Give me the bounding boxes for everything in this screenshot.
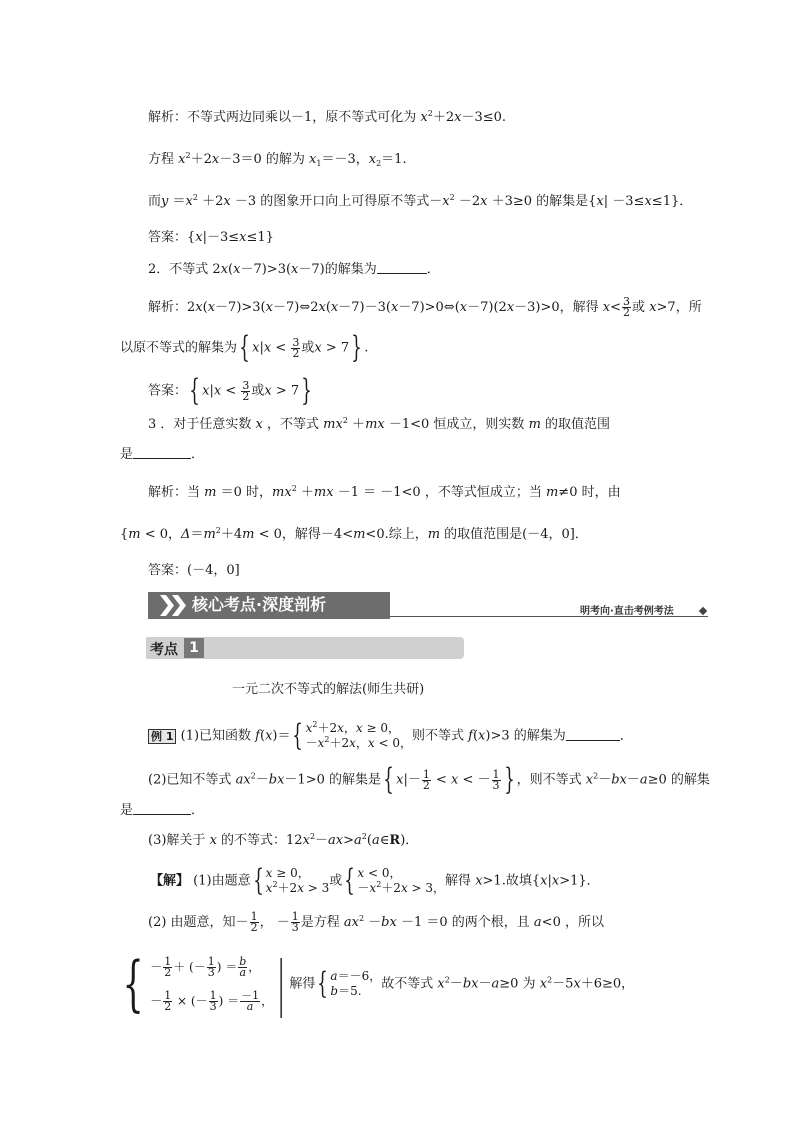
fraction: $\frac{3}{2}$ — [623, 295, 631, 319]
solution-2-system: { － $\frac{1}{2}$ ＋ (－ $\frac{1}{3}$ ) ＝ $\frac{b}{a}$， － $\frac{1}{2}$ × (－ $\frac{1}{3}$ ) ＝ $\frac{-1}{a}$， | 解得{ a＝－6， b＝5. 故不等式 $x^2-bx-a\ge 0$ 为 $x^2-5x+6\ge 0$， — [122, 949, 635, 1019]
question-3-line-2: 是 ． — [120, 447, 205, 462]
question-3: 3 ．对于任意实数 x ，不等式 $mx^2 +mx -1<0$ 恒成立，则实数 m 的取值范围 — [148, 416, 611, 432]
right-brace: } — [301, 373, 312, 408]
fraction: $\frac{1}{3}$ — [207, 955, 215, 979]
fraction: $\frac{1}{2}$ — [422, 767, 430, 792]
fraction: $\frac{b}{a}$ — [239, 955, 247, 979]
right-brace: } — [503, 762, 515, 797]
section-title: 一元二次不等式的解法(师生共研) — [232, 682, 425, 697]
fraction: $\frac{3}{2}$ — [242, 378, 250, 403]
section-banner — [148, 592, 390, 619]
kaodian-number: 1 — [184, 638, 204, 658]
fraction: $\frac{-1}{a}$ — [241, 989, 260, 1013]
question-2-analysis: 解析：2x(x－7)>3(x－7)⇔2x(x－7)－3(x－7)>0⇔(x－7)(2x－3)>0，解得 x< $\frac{3}{2}$ 或 x>7，所 — [148, 295, 702, 319]
answer-blank — [133, 446, 191, 459]
left-brace: { — [317, 966, 329, 1001]
system-cases: x ≥ 0， $x^2+2x > 3$ — [265, 866, 330, 895]
example-1-part-2-line-2: 是 ． — [120, 803, 205, 818]
answer-1: 答案：{x|－3≤x≤1} — [148, 230, 274, 245]
right-brace: } — [351, 330, 362, 365]
fraction: $\frac{1}{2}$ — [164, 989, 172, 1013]
piecewise-cases: $x^2+2x$，x ≥ 0， $-x^2+2x$，x < 0， — [305, 720, 413, 750]
fraction: $\frac{1}{3}$ — [291, 910, 299, 934]
answer-blank — [566, 728, 620, 741]
double-chevron-icon — [160, 595, 190, 616]
left-brace: { — [344, 863, 356, 898]
solution-2: (2) 由题意，知－ $\frac{1}{2}$ ， － $\frac{1}{3}$ 是方程 $ax^2 -bx -1 =0$ 的两个根，且 a<0 ，所以 — [148, 910, 604, 934]
analysis-line-3: 而$y =x^2 +2x -3$ 的图象开口向上可得原不等式$-x^2 -2x +3\ge 0$ 的解集是{x| －3≤x≤1}． — [148, 193, 693, 209]
question-3-analysis-2: {m < 0，$\Delta=m^2+4m < 0$，解得－4<m<0.综上，m 的取值范围是(－4，0]． — [120, 526, 588, 542]
kaodian-bar — [146, 637, 464, 659]
left-brace: { — [239, 330, 250, 365]
answer-2: 答案：{ x|x < $\frac{3}{2}$ 或x > 7} — [148, 373, 312, 408]
question-3-analysis: 解析：当 m ＝0 时，$mx^2 +mx -1 = -1<0$ ，不等式恒成立；当 m≠0 时，由 — [148, 484, 621, 500]
example-1-part-3: (3)解关于 x 的不等式：$12x^2-ax>a^2(a\in R)$． — [148, 832, 419, 848]
left-brace: { — [252, 863, 264, 898]
left-brace: { — [292, 718, 304, 753]
example-1-part-2: (2)已知不等式 $ax^2-bx-1>0$ 的解集是{ x|－ $\frac{1}{2}$ < x < － $\frac{1}{3}$ } ，则不等式 $x^2-bx-a\ge 0$ 的解集 — [148, 762, 710, 797]
analysis-line-1: 解析：不等式两边同乘以－1，原不等式可化为 $x^2+2x-3\le 0$. — [148, 109, 507, 125]
analysis-line-2: 方程 $x^2+2x-3=0$ 的解为 $x_1=-3$，$x_2=1$. — [148, 151, 407, 168]
fraction: $\frac{1}{2}$ — [250, 910, 258, 934]
system-cases: a＝－6， b＝5. — [330, 969, 382, 998]
fraction: $\frac{3}{2}$ — [292, 335, 300, 360]
banner-tag: 明考向·直击考例考法 — [580, 606, 674, 617]
answer-3: 答案：(－4，0] — [148, 563, 240, 578]
kaodian-label: 考点 — [150, 642, 178, 658]
diamond-icon — [699, 607, 707, 615]
answer-blank — [377, 261, 427, 274]
answer-blank — [133, 802, 191, 815]
left-brace: { — [383, 762, 394, 797]
left-brace: { — [189, 373, 200, 408]
right-brace: | — [278, 949, 285, 1019]
fraction: $\frac{1}{3}$ — [209, 989, 217, 1013]
banner-title: 核心考点·深度剖析 — [192, 595, 327, 614]
system-cases: － $\frac{1}{2}$ ＋ (－ $\frac{1}{3}$ ) ＝ $\frac{b}{a}$， － $\frac{1}{2}$ × (－ $\frac{1}{3}$ ) ＝ $\frac{-1}{a}$， — [150, 955, 274, 1013]
left-brace: { — [122, 949, 144, 1019]
fraction: $\frac{1}{2}$ — [164, 955, 172, 979]
fraction: $\frac{1}{3}$ — [492, 767, 500, 792]
question-2-analysis-2: 以原不等式的解集为{ x|x < $\frac{3}{2}$ 或x > 7} . — [120, 330, 369, 365]
system-cases: x < 0， $-x^2+2x > 3$， — [357, 866, 446, 895]
solution-1: 【解】 (1)由题意{ x ≥ 0， $x^2+2x > 3$ 或{ x < 0， $-x^2+2x > 3$， 解得 x>1.故填{x|x>1}． — [150, 863, 600, 898]
example-badge: 例 1 — [148, 729, 176, 744]
question-2: 2．不等式 2x(x－7)>3(x－7)的解集为 ． — [148, 262, 440, 277]
solution-label: 【解】 — [150, 873, 190, 889]
example-1-part-1: 例 1 (1)已知函数 f(x)＝{ $x^2+2x$，x ≥ 0， $-x^2+2x$，x < 0， 则不等式 f(x)>3 的解集为 ． — [148, 721, 633, 751]
